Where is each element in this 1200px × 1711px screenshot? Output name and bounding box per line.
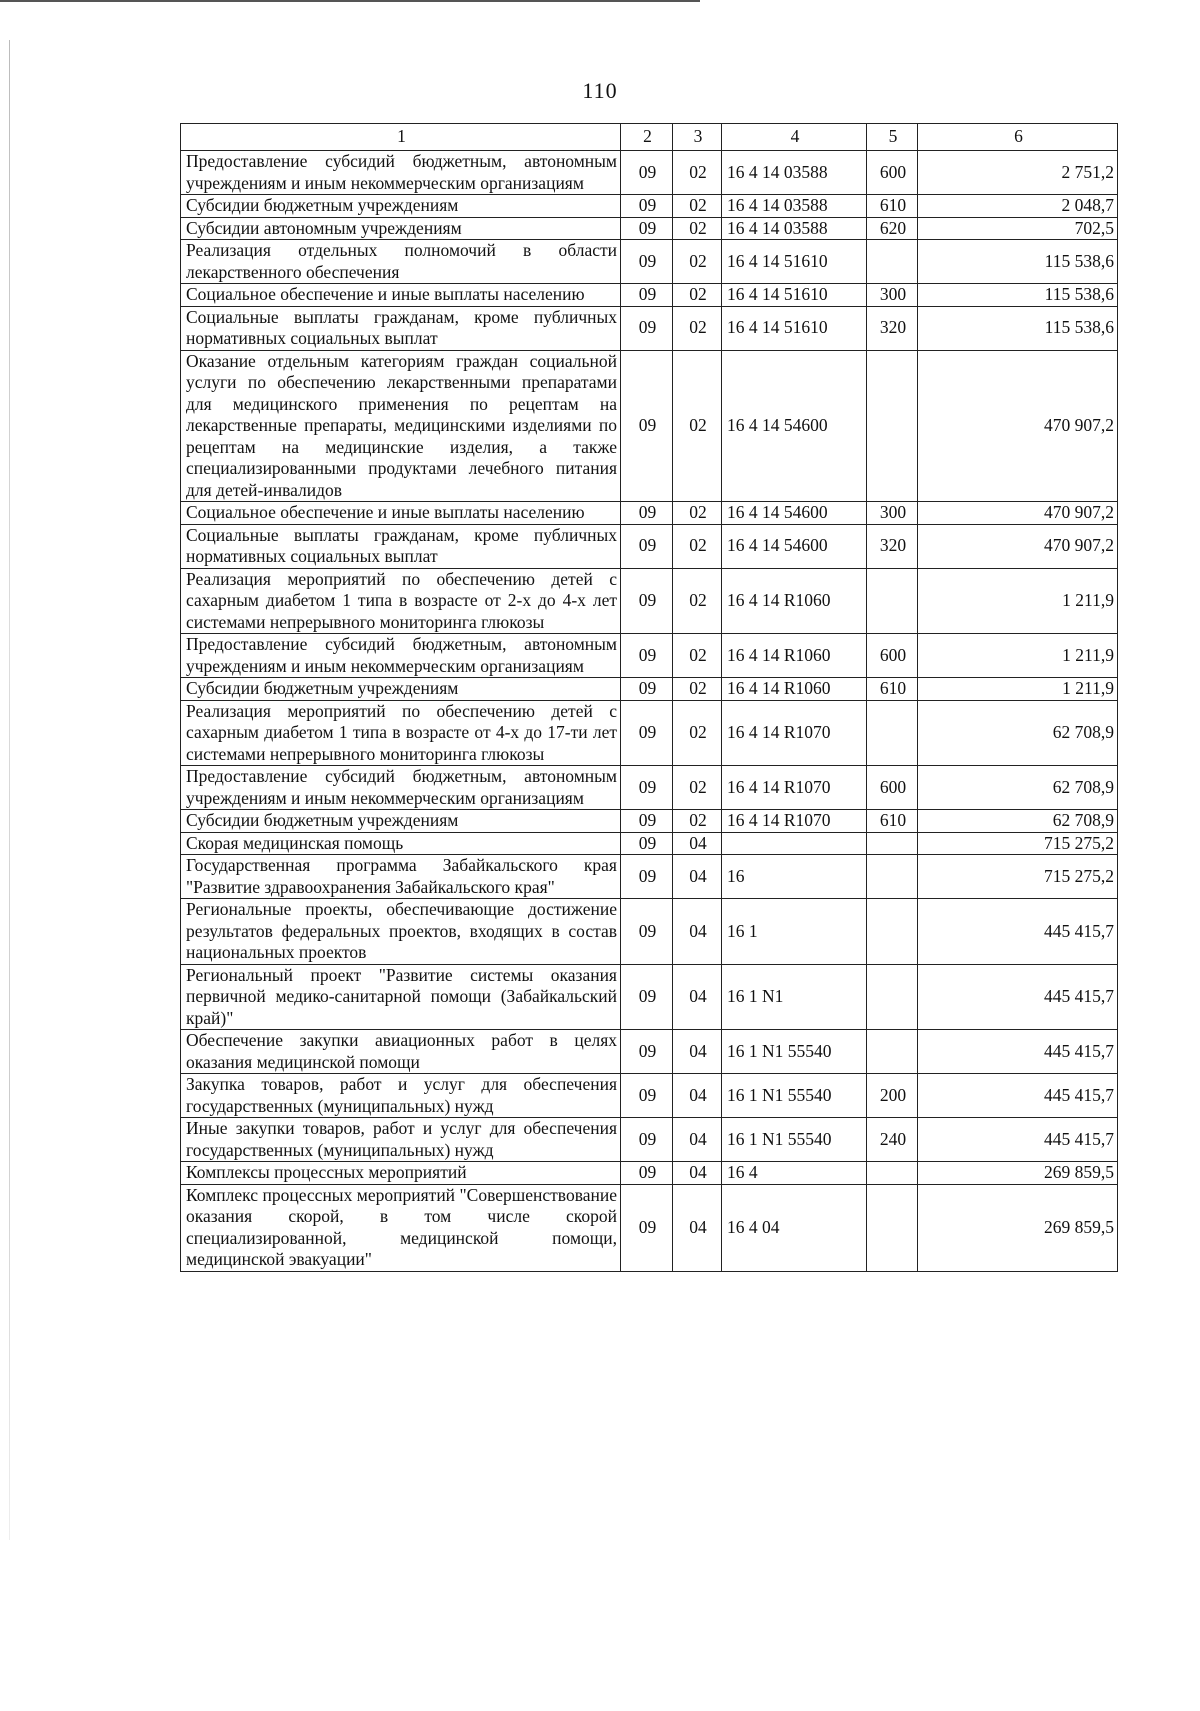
- row-section-cell: 09: [621, 1030, 673, 1074]
- page-number: 110: [582, 78, 618, 103]
- table-row: [181, 855, 1118, 899]
- row-target-article-cell: 16 4 14 03588: [722, 217, 867, 240]
- row-subsection-cell: 04: [673, 899, 722, 965]
- row-expense-type-cell: 620: [867, 217, 918, 240]
- row-amount-cell: 269 859,5: [918, 1184, 1118, 1271]
- row-section-cell: 09: [621, 855, 673, 899]
- row-amount-cell: 470 907,2: [918, 524, 1118, 568]
- row-section-cell: 09: [621, 700, 673, 766]
- table-row: [181, 678, 1118, 701]
- budget-table: [180, 123, 1118, 1272]
- row-expense-type-cell: [867, 568, 918, 634]
- row-target-article-cell: 16 4 14 R1060: [722, 568, 867, 634]
- table-row: [181, 1118, 1118, 1162]
- row-section-cell: 09: [621, 524, 673, 568]
- row-subsection-cell: 02: [673, 240, 722, 284]
- row-expense-type-cell: [867, 855, 918, 899]
- row-name-cell: Субсидии автономным учреждениям: [181, 217, 621, 240]
- row-section-cell: 09: [621, 1184, 673, 1271]
- row-section-cell: 09: [621, 766, 673, 810]
- row-target-article-cell: 16 4 14 R1070: [722, 766, 867, 810]
- row-name-cell: Скорая медицинская помощь: [181, 832, 621, 855]
- row-target-article-cell: 16 4: [722, 1162, 867, 1185]
- row-amount-cell: 115 538,6: [918, 306, 1118, 350]
- row-name-cell: Государственная программа Забайкальского края "Развитие здравоохранения Забайкальского края": [181, 855, 621, 899]
- row-section-cell: 09: [621, 502, 673, 525]
- table-row: [181, 1184, 1118, 1271]
- table-row: [181, 151, 1118, 195]
- row-name-cell: Социальное обеспечение и иные выплаты населению: [181, 502, 621, 525]
- table-row: [181, 306, 1118, 350]
- table-body: [181, 151, 1118, 1272]
- row-expense-type-cell: 320: [867, 524, 918, 568]
- row-target-article-cell: 16 1 N1 55540: [722, 1118, 867, 1162]
- table-row: [181, 810, 1118, 833]
- table-row: [181, 1074, 1118, 1118]
- row-amount-cell: 62 708,9: [918, 700, 1118, 766]
- row-amount-cell: 115 538,6: [918, 240, 1118, 284]
- row-section-cell: 09: [621, 195, 673, 218]
- row-target-article-cell: 16 4 04: [722, 1184, 867, 1271]
- row-subsection-cell: 02: [673, 634, 722, 678]
- row-name-cell: Комплексы процессных мероприятий: [181, 1162, 621, 1185]
- row-amount-cell: 702,5: [918, 217, 1118, 240]
- table-row: [181, 700, 1118, 766]
- row-subsection-cell: 04: [673, 1184, 722, 1271]
- row-target-article-cell: 16 4 14 54600: [722, 502, 867, 525]
- row-name-cell: Комплекс процессных мероприятий "Совершенствование оказания скорой, в том числе скорой специализированной, медицинской помощи, медицинской эвакуации": [181, 1184, 621, 1271]
- row-target-article-cell: 16 1 N1: [722, 964, 867, 1030]
- row-target-article-cell: 16 4 14 54600: [722, 524, 867, 568]
- row-amount-cell: 445 415,7: [918, 1074, 1118, 1118]
- row-subsection-cell: 04: [673, 1162, 722, 1185]
- row-expense-type-cell: [867, 899, 918, 965]
- row-target-article-cell: 16 4 14 R1060: [722, 678, 867, 701]
- row-amount-cell: 445 415,7: [918, 1030, 1118, 1074]
- row-target-article-cell: 16 4 14 51610: [722, 240, 867, 284]
- row-expense-type-cell: 240: [867, 1118, 918, 1162]
- row-subsection-cell: 04: [673, 855, 722, 899]
- row-amount-cell: 1 211,9: [918, 634, 1118, 678]
- table-row: [181, 1030, 1118, 1074]
- row-name-cell: Социальное обеспечение и иные выплаты населению: [181, 284, 621, 307]
- row-target-article-cell: 16 4 14 R1070: [722, 810, 867, 833]
- row-target-article-cell: 16 4 14 51610: [722, 306, 867, 350]
- row-name-cell: Субсидии бюджетным учреждениям: [181, 195, 621, 218]
- table-row: [181, 766, 1118, 810]
- row-expense-type-cell: 600: [867, 151, 918, 195]
- row-expense-type-cell: [867, 1162, 918, 1185]
- row-section-cell: 09: [621, 217, 673, 240]
- row-name-cell: Субсидии бюджетным учреждениям: [181, 678, 621, 701]
- row-target-article-cell: 16 4 14 54600: [722, 350, 867, 502]
- row-expense-type-cell: [867, 700, 918, 766]
- column-header: 3: [673, 124, 722, 151]
- row-amount-cell: 715 275,2: [918, 832, 1118, 855]
- column-header: 6: [918, 124, 1118, 151]
- row-expense-type-cell: 320: [867, 306, 918, 350]
- row-subsection-cell: 02: [673, 766, 722, 810]
- row-subsection-cell: 02: [673, 306, 722, 350]
- row-subsection-cell: 04: [673, 964, 722, 1030]
- column-header: 4: [722, 124, 867, 151]
- row-target-article-cell: 16 4 14 03588: [722, 195, 867, 218]
- row-name-cell: Региональный проект "Развитие системы оказания первичной медико-санитарной помощи (Забайкальский край)": [181, 964, 621, 1030]
- row-name-cell: Предоставление субсидий бюджетным, автономным учреждениям и иным некоммерческим организациям: [181, 151, 621, 195]
- row-target-article-cell: 16 4 14 R1070: [722, 700, 867, 766]
- row-name-cell: Реализация отдельных полномочий в области лекарственного обеспечения: [181, 240, 621, 284]
- row-name-cell: Оказание отдельным категориям граждан социальной услуги по обеспечению лекарственными препаратами для медицинского применения по рецептам на лекарственные препараты, медицинскими изделиями по рецептам на медицинские изделия, а также специализированными продуктами лечебного питания для детей-инвалидов: [181, 350, 621, 502]
- row-name-cell: Иные закупки товаров, работ и услуг для обеспечения государственных (муниципальных) нужд: [181, 1118, 621, 1162]
- row-expense-type-cell: 300: [867, 284, 918, 307]
- row-subsection-cell: 02: [673, 284, 722, 307]
- table-row: [181, 634, 1118, 678]
- row-expense-type-cell: [867, 350, 918, 502]
- row-expense-type-cell: [867, 1030, 918, 1074]
- row-name-cell: Региональные проекты, обеспечивающие достижение результатов федеральных проектов, входящих в состав национальных проектов: [181, 899, 621, 965]
- row-section-cell: 09: [621, 964, 673, 1030]
- row-target-article-cell: 16: [722, 855, 867, 899]
- row-target-article-cell: 16 4 14 R1060: [722, 634, 867, 678]
- table-row: [181, 350, 1118, 502]
- row-amount-cell: 470 907,2: [918, 350, 1118, 502]
- row-amount-cell: 715 275,2: [918, 855, 1118, 899]
- table-row: [181, 217, 1118, 240]
- row-section-cell: 09: [621, 1074, 673, 1118]
- row-subsection-cell: 02: [673, 502, 722, 525]
- row-expense-type-cell: 610: [867, 195, 918, 218]
- row-section-cell: 09: [621, 1162, 673, 1185]
- row-section-cell: 09: [621, 350, 673, 502]
- row-section-cell: 09: [621, 634, 673, 678]
- row-amount-cell: 269 859,5: [918, 1162, 1118, 1185]
- row-name-cell: Реализация мероприятий по обеспечению детей с сахарным диабетом 1 типа в возрасте от 4-х до 17-ти лет системами непрерывного мониторинга глюкозы: [181, 700, 621, 766]
- row-name-cell: Социальные выплаты гражданам, кроме публичных нормативных социальных выплат: [181, 524, 621, 568]
- row-subsection-cell: 02: [673, 151, 722, 195]
- row-amount-cell: 445 415,7: [918, 964, 1118, 1030]
- row-section-cell: 09: [621, 568, 673, 634]
- row-name-cell: Социальные выплаты гражданам, кроме публичных нормативных социальных выплат: [181, 306, 621, 350]
- header-row: [181, 124, 1118, 151]
- row-expense-type-cell: [867, 964, 918, 1030]
- row-amount-cell: 62 708,9: [918, 766, 1118, 810]
- row-target-article-cell: 16 4 14 03588: [722, 151, 867, 195]
- row-subsection-cell: 02: [673, 678, 722, 701]
- row-amount-cell: 62 708,9: [918, 810, 1118, 833]
- row-name-cell: Реализация мероприятий по обеспечению детей с сахарным диабетом 1 типа в возрасте от 2-х до 4-х лет системами непрерывного мониторинга глюкозы: [181, 568, 621, 634]
- row-expense-type-cell: 600: [867, 634, 918, 678]
- row-expense-type-cell: [867, 240, 918, 284]
- row-target-article-cell: 16 1: [722, 899, 867, 965]
- table-row: [181, 524, 1118, 568]
- column-header: 2: [621, 124, 673, 151]
- row-amount-cell: 445 415,7: [918, 899, 1118, 965]
- row-subsection-cell: 02: [673, 195, 722, 218]
- row-expense-type-cell: 300: [867, 502, 918, 525]
- row-target-article-cell: 16 1 N1 55540: [722, 1030, 867, 1074]
- row-subsection-cell: 02: [673, 350, 722, 502]
- row-section-cell: 09: [621, 1118, 673, 1162]
- scan-edge-left: [9, 40, 10, 1540]
- row-section-cell: 09: [621, 284, 673, 307]
- row-amount-cell: 470 907,2: [918, 502, 1118, 525]
- column-header: 5: [867, 124, 918, 151]
- row-subsection-cell: 04: [673, 1030, 722, 1074]
- row-subsection-cell: 04: [673, 1074, 722, 1118]
- row-subsection-cell: 02: [673, 700, 722, 766]
- row-expense-type-cell: 200: [867, 1074, 918, 1118]
- row-expense-type-cell: 610: [867, 810, 918, 833]
- row-section-cell: 09: [621, 678, 673, 701]
- row-amount-cell: 445 415,7: [918, 1118, 1118, 1162]
- row-target-article-cell: [722, 832, 867, 855]
- table-row: [181, 240, 1118, 284]
- row-subsection-cell: 02: [673, 568, 722, 634]
- row-amount-cell: 1 211,9: [918, 678, 1118, 701]
- row-section-cell: 09: [621, 240, 673, 284]
- table-row: [181, 284, 1118, 307]
- row-section-cell: 09: [621, 151, 673, 195]
- row-subsection-cell: 02: [673, 524, 722, 568]
- table-row: [181, 502, 1118, 525]
- row-subsection-cell: 04: [673, 832, 722, 855]
- row-section-cell: 09: [621, 810, 673, 833]
- row-expense-type-cell: [867, 1184, 918, 1271]
- row-target-article-cell: 16 4 14 51610: [722, 284, 867, 307]
- row-section-cell: 09: [621, 832, 673, 855]
- row-target-article-cell: 16 1 N1 55540: [722, 1074, 867, 1118]
- row-name-cell: Предоставление субсидий бюджетным, автономным учреждениям и иным некоммерческим организациям: [181, 766, 621, 810]
- row-amount-cell: 115 538,6: [918, 284, 1118, 307]
- row-amount-cell: 2 751,2: [918, 151, 1118, 195]
- row-subsection-cell: 04: [673, 1118, 722, 1162]
- table-row: [181, 832, 1118, 855]
- row-section-cell: 09: [621, 899, 673, 965]
- table-row: [181, 568, 1118, 634]
- table-row: [181, 1162, 1118, 1185]
- scan-edge-top: [0, 0, 700, 6]
- row-amount-cell: 2 048,7: [918, 195, 1118, 218]
- row-section-cell: 09: [621, 306, 673, 350]
- row-amount-cell: 1 211,9: [918, 568, 1118, 634]
- row-name-cell: Обеспечение закупки авиационных работ в целях оказания медицинской помощи: [181, 1030, 621, 1074]
- table-row: [181, 899, 1118, 965]
- row-subsection-cell: 02: [673, 217, 722, 240]
- table-row: [181, 195, 1118, 218]
- column-header: 1: [181, 124, 621, 151]
- row-name-cell: Предоставление субсидий бюджетным, автономным учреждениям и иным некоммерческим организациям: [181, 634, 621, 678]
- row-expense-type-cell: 610: [867, 678, 918, 701]
- table-row: [181, 964, 1118, 1030]
- row-name-cell: Закупка товаров, работ и услуг для обеспечения государственных (муниципальных) нужд: [181, 1074, 621, 1118]
- row-expense-type-cell: 600: [867, 766, 918, 810]
- row-name-cell: Субсидии бюджетным учреждениям: [181, 810, 621, 833]
- row-expense-type-cell: [867, 832, 918, 855]
- row-subsection-cell: 02: [673, 810, 722, 833]
